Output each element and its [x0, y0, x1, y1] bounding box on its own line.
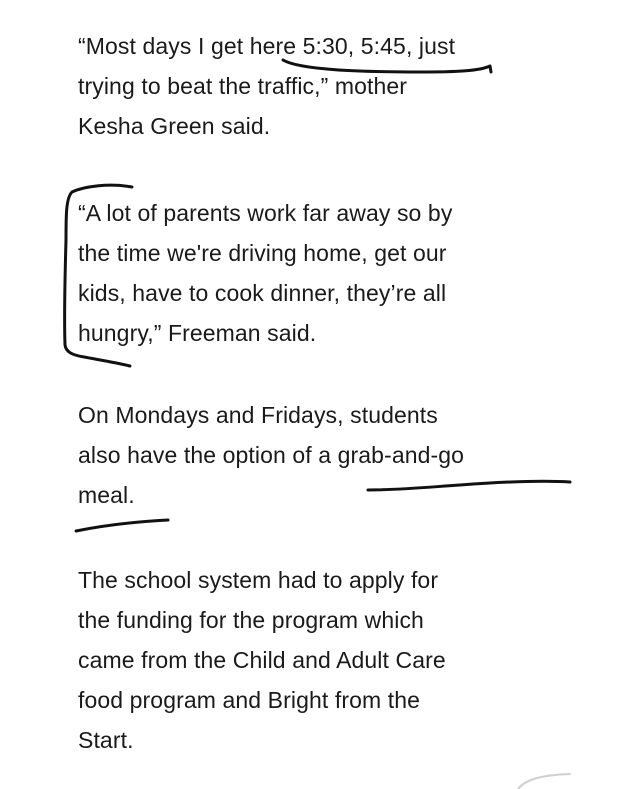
- text-line: hungry,” Freeman said.: [78, 320, 317, 346]
- text-line: the time we're driving home, get our: [78, 240, 447, 266]
- text-line: Kesha Green said.: [78, 113, 271, 139]
- text-line: the funding for the program which: [78, 607, 424, 633]
- text-line: meal.: [78, 482, 135, 508]
- paragraph-quote-freeman: [78, 193, 598, 353]
- text-line: On Mondays and Fridays, students: [78, 402, 438, 428]
- text-line: came from the Child and Adult Care: [78, 647, 446, 673]
- paragraph-funding: [78, 560, 598, 760]
- text-line: trying to beat the traffic,” mother: [78, 73, 408, 99]
- paragraph-quote-kesha-green: [78, 26, 598, 146]
- text-line: “Most days I get here 5:30, 5:45, just: [78, 33, 456, 59]
- text-line: “A lot of parents work far away so by: [78, 200, 453, 226]
- text-line: also have the option of a grab-and-go: [78, 442, 465, 468]
- text-line: food program and Bright from the: [78, 687, 420, 713]
- text-line: Start.: [78, 727, 134, 753]
- text-line: The school system had to apply for: [78, 567, 439, 593]
- paragraph-grab-and-go: [78, 395, 598, 515]
- text-line: kids, have to cook dinner, they’re all: [78, 280, 447, 306]
